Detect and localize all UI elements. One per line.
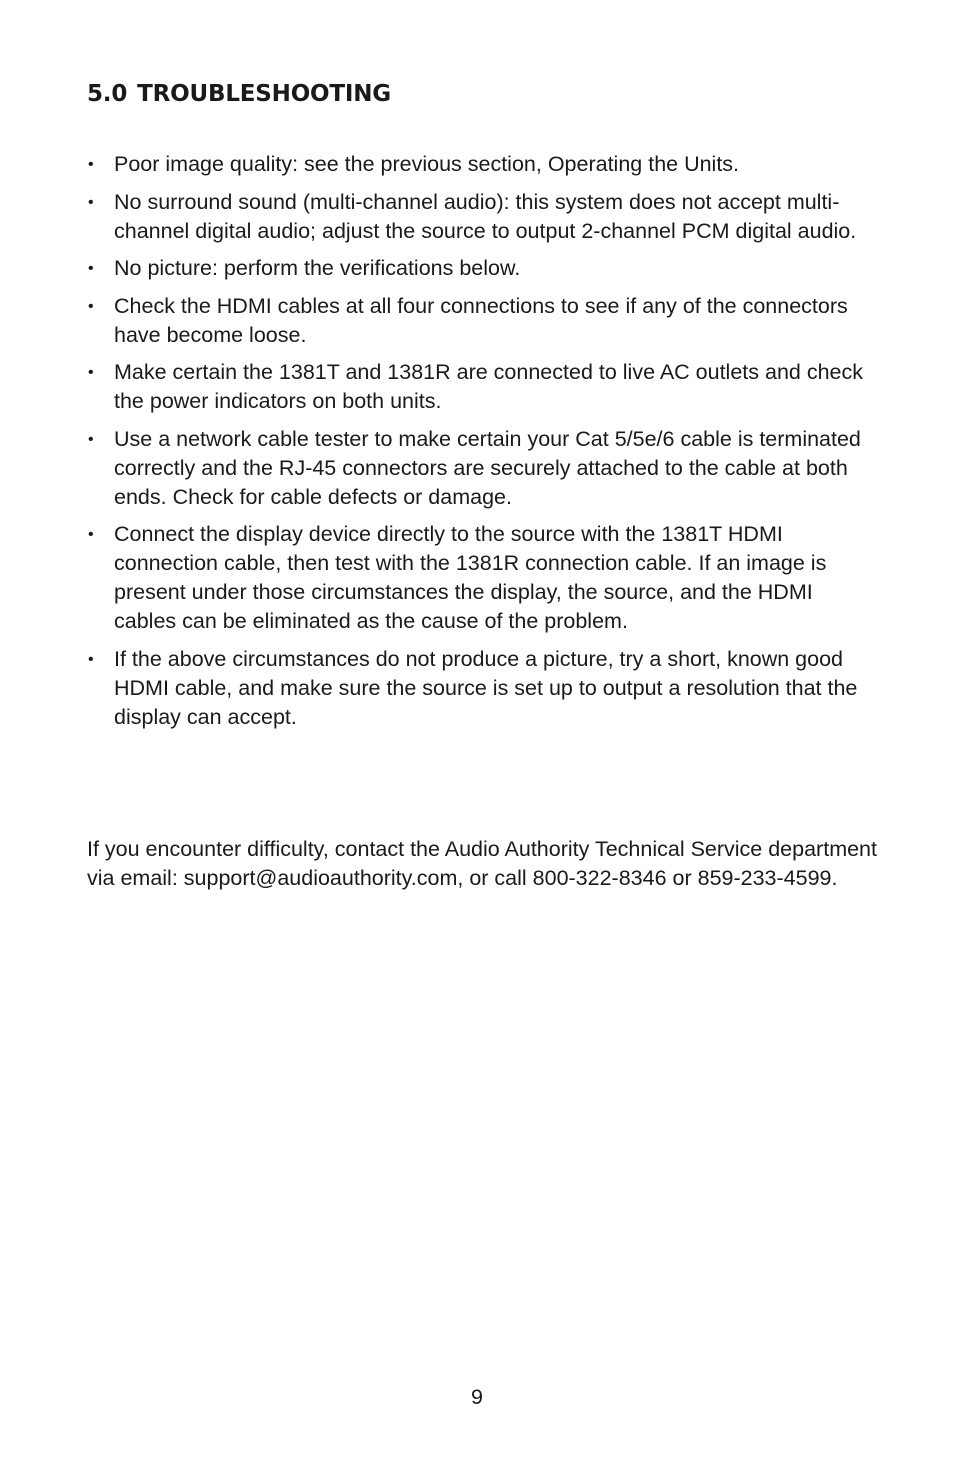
bullet-icon: • xyxy=(88,260,94,277)
list-item xyxy=(87,358,877,416)
list-item-text: Connect the display device directly to the source with the 1381T HDMI connection cable, then test with the 1381R connection cable. If an image is present under those circumstances the display, the source, and the HDMI cables can be eliminated as the cause of the problem. xyxy=(114,522,827,633)
section-heading xyxy=(87,81,391,107)
bullet-icon: • xyxy=(88,156,94,173)
list-item xyxy=(87,292,877,350)
list-item-text: No picture: perform the verifications below. xyxy=(114,256,521,280)
list-item xyxy=(87,188,877,246)
section-title: TROUBLESHOOTING xyxy=(137,81,391,107)
bullet-icon: • xyxy=(88,430,94,448)
contact-paragraph: If you encounter difficulty, contact the Audio Authority Technical Service department via email: support@audioauthority.com, or call 800-322-8346 or 859-233-4599. xyxy=(87,837,877,890)
bullet-icon: • xyxy=(88,526,94,543)
list-item xyxy=(87,254,877,283)
list-item xyxy=(87,425,877,512)
list-item-text: Poor image quality: see the previous section, Operating the Units. xyxy=(114,152,740,176)
section-number: 5.0 xyxy=(87,81,128,107)
list-item xyxy=(87,520,877,636)
bullet-icon: • xyxy=(88,297,94,315)
bullet-icon: • xyxy=(88,364,94,381)
list-item-text: Check the HDMI cables at all four connections to see if any of the connectors have become loose. xyxy=(114,293,848,347)
bullet-icon: • xyxy=(88,193,94,211)
list-item-text: Make certain the 1381T and 1381R are connected to live AC outlets and check the power indicators on both units. xyxy=(114,360,863,413)
list-item-text: No surround sound (multi-channel audio): this system does not accept multi-channel digital audio; adjust the source to output 2-channel PCM digital audio. xyxy=(114,189,857,243)
page-number: 9 xyxy=(471,1385,483,1409)
list-item xyxy=(87,645,877,732)
list-item-text: If the above circumstances do not produce a picture, try a short, known good HDMI cable, and make sure the source is set up to output a resolution that the display can accept. xyxy=(114,646,858,729)
troubleshooting-list xyxy=(87,150,877,740)
list-item xyxy=(87,150,877,179)
list-item-text: Use a network cable tester to make certain your Cat 5/5e/6 cable is terminated correctly and the RJ-45 connectors are securely attached to the cable at both ends. Check for cable defects or damage. xyxy=(114,426,861,509)
bullet-icon: • xyxy=(88,650,94,668)
